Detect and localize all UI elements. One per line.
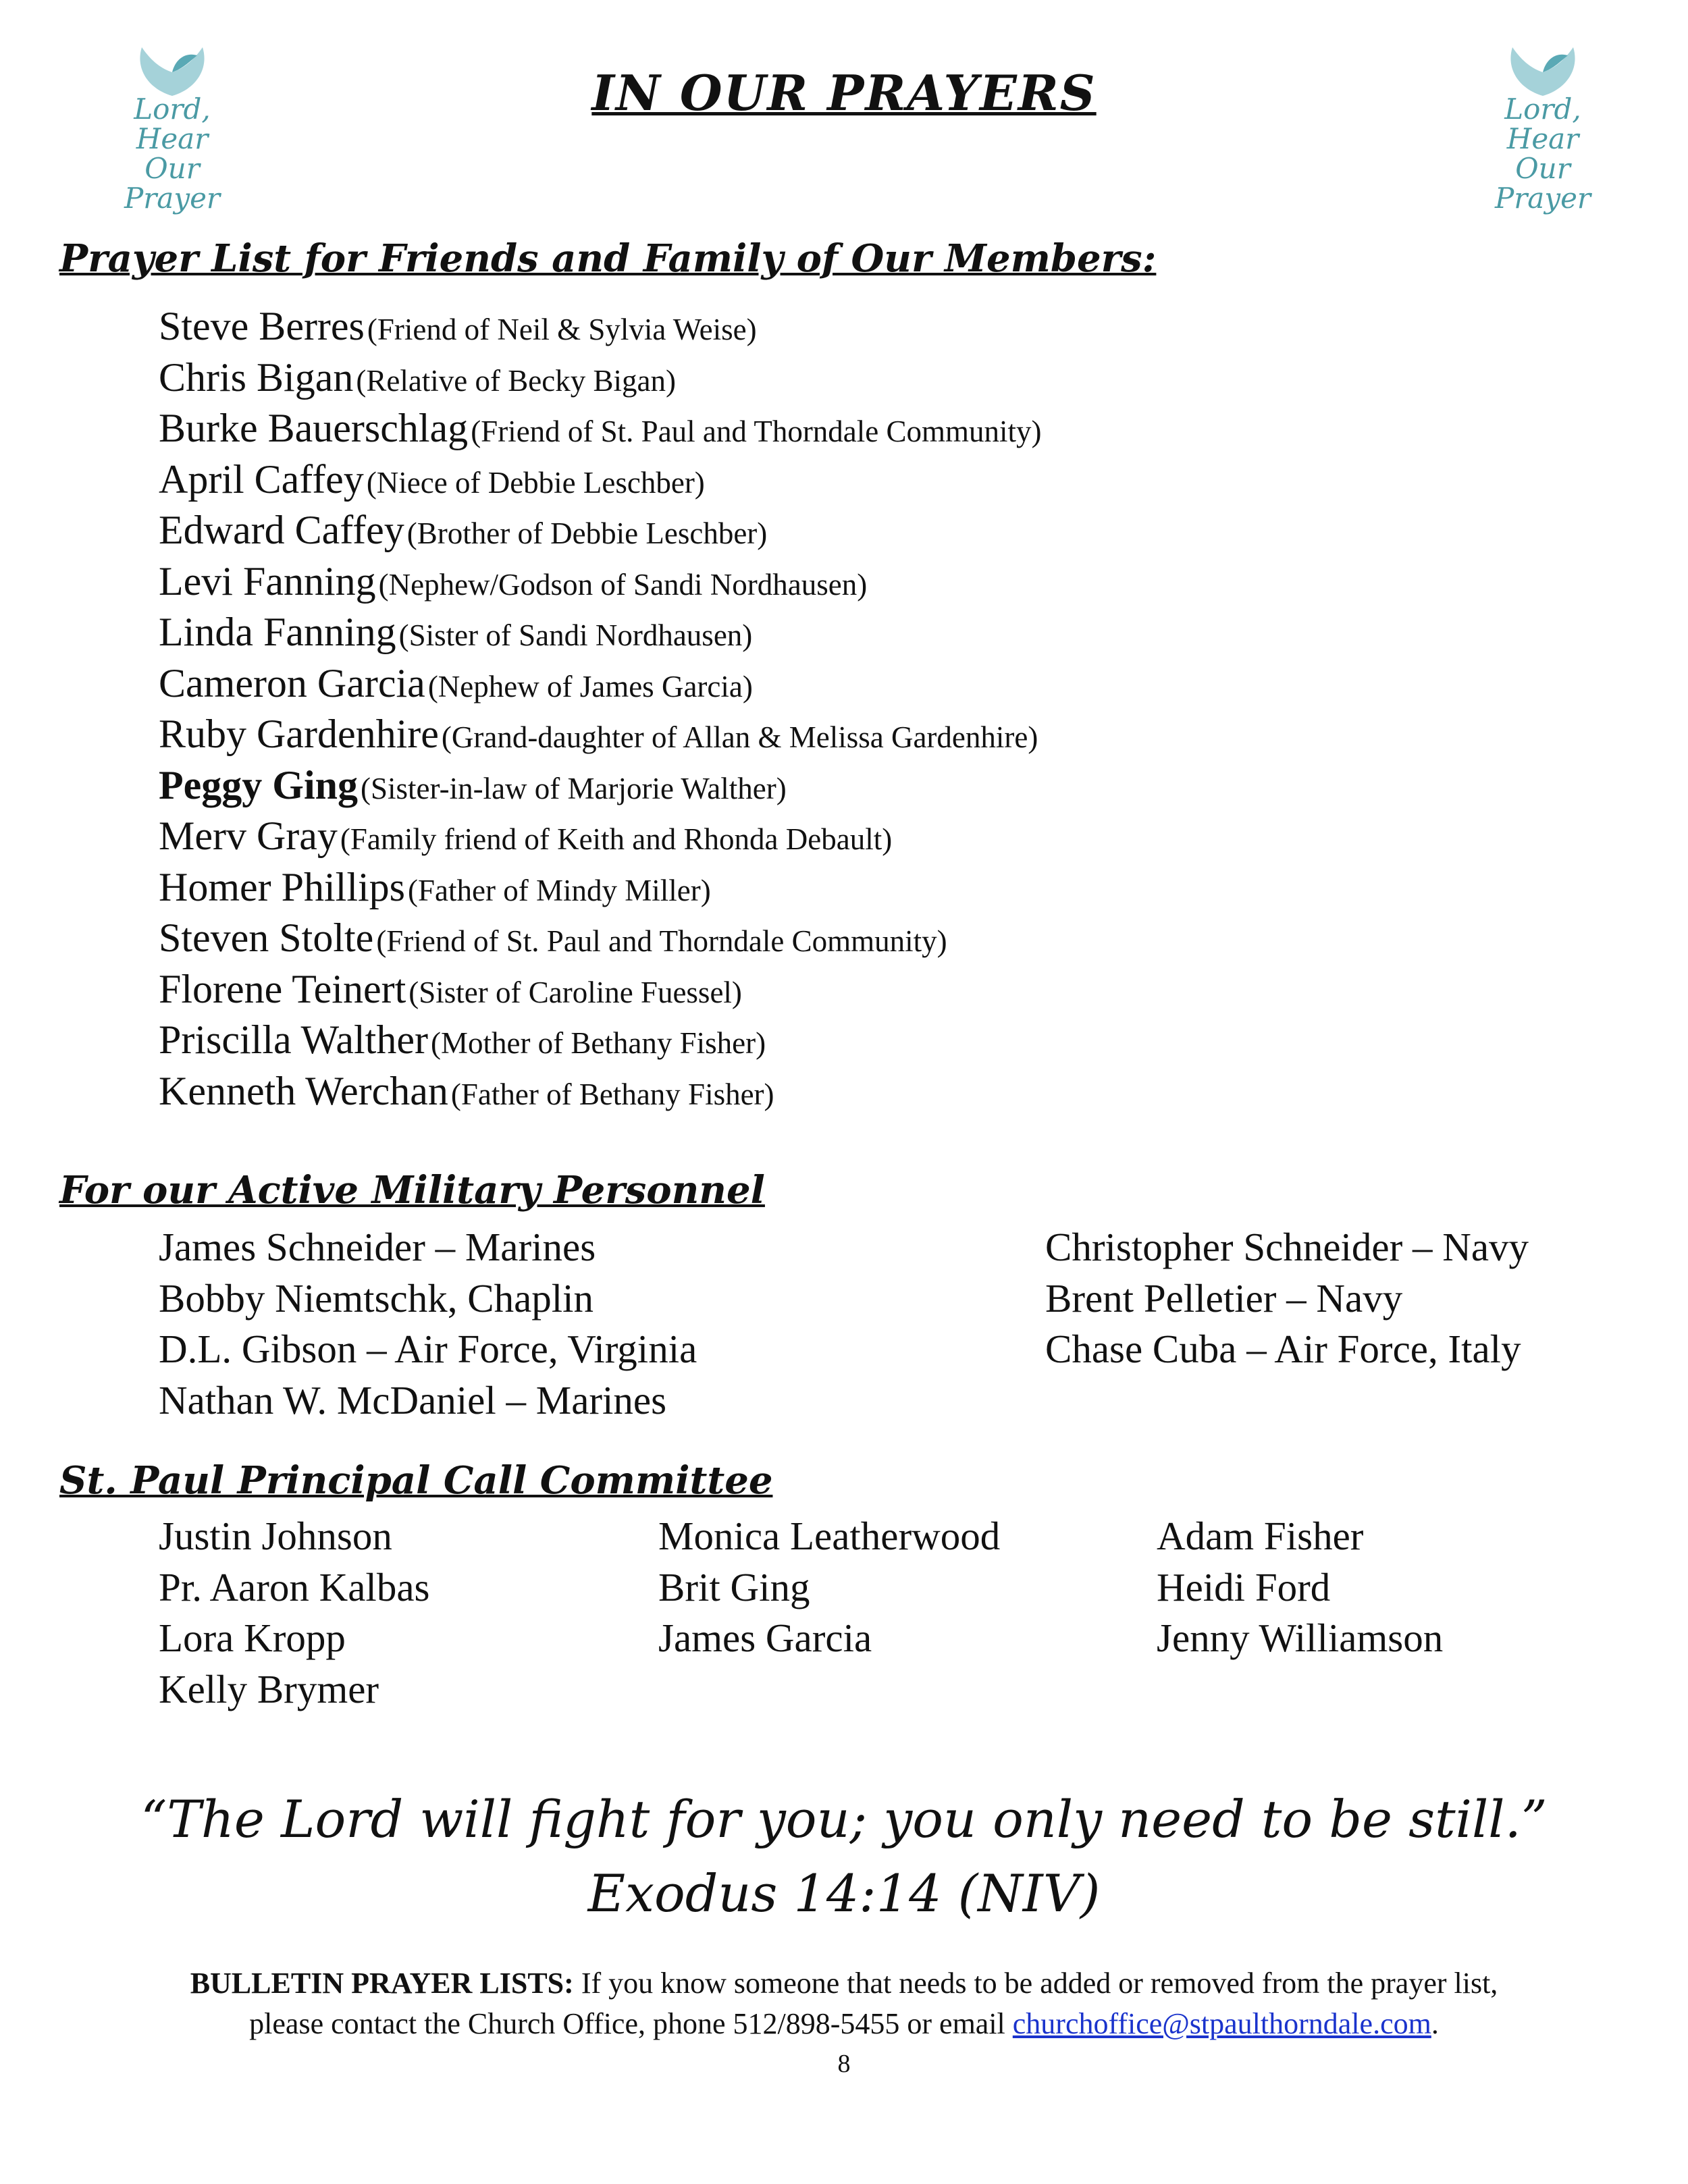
- prayer-relation: (Nephew/Godson of Sandi Nordhausen): [378, 567, 868, 602]
- prayer-list-item: [159, 811, 1577, 862]
- prayer-list-item: [159, 505, 1577, 556]
- committee-heading: St. Paul Principal Call Committee: [59, 1458, 773, 1503]
- prayer-name: Edward Caffey: [159, 508, 404, 552]
- prayer-list-item: [159, 709, 1577, 760]
- quote-reference: Exodus 14:14 (NIV): [587, 1863, 1101, 1923]
- prayer-name: Ruby Gardenhire: [159, 712, 439, 756]
- email-link[interactable]: churchoffice@stpaulthorndale.com: [1012, 2007, 1431, 2040]
- committee-member: Heidi Ford: [1157, 1564, 1331, 1609]
- prayer-list-item: [159, 607, 1577, 658]
- prayer-name: Levi Fanning: [159, 558, 376, 604]
- prayer-name: Steven Stolte: [159, 915, 374, 960]
- prayer-list-item: [159, 556, 1577, 608]
- page-title: IN OUR PRAYERS: [591, 64, 1097, 122]
- military-person: Bobby Niemtschk, Chaplin: [159, 1275, 594, 1321]
- prayer-list-item: [159, 352, 1577, 404]
- logo-text: Lord, Hear Our Prayer: [124, 92, 221, 215]
- prayer-name: Priscilla Walther: [159, 1017, 428, 1062]
- committee-col-1: [159, 1511, 429, 1715]
- prayer-relation: (Sister-in-law of Marjorie Walther): [361, 771, 787, 805]
- prayer-name: Merv Gray: [159, 814, 338, 858]
- committee-member: Brit Ging: [658, 1564, 810, 1609]
- prayer-name: Peggy Ging: [159, 762, 358, 807]
- military-person: James Schneider – Marines: [159, 1225, 596, 1269]
- prayer-name: Cameron Garcia: [159, 660, 425, 705]
- prayer-name: Linda Fanning: [159, 610, 396, 654]
- prayer-name: Chris Bigan: [159, 354, 354, 400]
- prayer-list: [159, 301, 1577, 1117]
- committee-member: Justin Johnson: [159, 1514, 392, 1558]
- prayer-name: Florene Teinert: [159, 966, 406, 1011]
- military-heading: For our Active Military Personnel: [59, 1168, 765, 1213]
- prayer-relation: (Friend of Neil & Sylvia Weise): [367, 313, 757, 346]
- bulletin-note-text-2: please contact the Church Office, phone 512/898-5455 or email: [249, 2007, 1013, 2040]
- bulletin-note-text-1: If you know someone that needs to be added or removed from the prayer list,: [573, 1967, 1498, 2000]
- committee-member: Adam Fisher: [1157, 1514, 1364, 1558]
- prayer-list-item: [159, 760, 1577, 811]
- prayer-relation: (Relative of Becky Bigan): [356, 363, 676, 398]
- military-list-right: [1045, 1222, 1529, 1375]
- prayer-relation: (Friend of St. Paul and Thorndale Community): [376, 924, 947, 958]
- committee-member: Pr. Aaron Kalbas: [159, 1564, 430, 1609]
- prayer-name: Homer Phillips: [159, 864, 406, 909]
- prayer-relation: (Nephew of James Garcia): [427, 669, 753, 703]
- military-person: Chase Cuba – Air Force, Italy: [1045, 1327, 1521, 1371]
- prayer-relation: (Father of Bethany Fisher): [450, 1077, 774, 1111]
- prayer-relation: (Sister of Sandi Nordhausen): [398, 618, 753, 652]
- committee-col-2: [658, 1511, 1000, 1664]
- prayer-relation: (Mother of Bethany Fisher): [430, 1026, 766, 1060]
- prayer-list-item: [159, 403, 1577, 454]
- prayer-relation: (Niece of Debbie Leschber): [366, 465, 705, 500]
- committee-member: James Garcia: [658, 1616, 872, 1660]
- prayer-relation: (Sister of Caroline Fuessel): [408, 975, 742, 1009]
- prayer-relation: (Friend of St. Paul and Thorndale Community): [471, 415, 1042, 448]
- prayer-list-item: [159, 454, 1577, 506]
- bulletin-note-end: .: [1431, 2007, 1439, 2040]
- military-person: D.L. Gibson – Air Force, Virginia: [159, 1327, 697, 1371]
- committee-member: Monica Leatherwood: [658, 1514, 1001, 1558]
- military-list-left: [159, 1222, 697, 1426]
- prayer-name: April Caffey: [159, 456, 364, 502]
- military-person: Nathan W. McDaniel – Marines: [159, 1377, 667, 1422]
- prayer-name: Steve Berres: [159, 304, 365, 348]
- military-person: Brent Pelletier – Navy: [1045, 1275, 1403, 1321]
- prayer-list-item: [159, 913, 1577, 964]
- prayer-list-item: [159, 1015, 1577, 1066]
- prayer-relation: (Grand-daughter of Allan & Melissa Gardenhire): [441, 720, 1038, 754]
- bulletin-note-label: BULLETIN PRAYER LISTS:: [190, 1967, 574, 2000]
- prayer-list-item: [159, 1066, 1577, 1117]
- prayer-name: Kenneth Werchan: [159, 1068, 448, 1113]
- prayer-list-item: [159, 658, 1577, 710]
- prayer-relation: (Brother of Debbie Leschber): [406, 516, 768, 550]
- prayer-list-item: [159, 862, 1577, 913]
- committee-col-3: [1157, 1511, 1443, 1664]
- quote-text: “The Lord will fight for you; you only need to be still.”: [140, 1789, 1548, 1849]
- prayer-name: Burke Bauerschlag: [159, 406, 469, 450]
- prayer-list-item: [159, 301, 1577, 352]
- committee-member: Jenny Williamson: [1157, 1616, 1444, 1660]
- committee-member: Kelly Brymer: [159, 1666, 379, 1711]
- prayer-relation: (Family friend of Keith and Rhonda Debault): [340, 822, 893, 856]
- bulletin-note: [0, 1963, 1688, 2044]
- committee-member: Lora Kropp: [159, 1616, 346, 1660]
- page-number: 8: [837, 2050, 851, 2078]
- scripture-quote: [0, 1782, 1688, 1931]
- prayer-list-item: [159, 964, 1577, 1015]
- logo-text: Lord, Hear Our Prayer: [1494, 92, 1591, 215]
- military-person: Christopher Schneider – Navy: [1045, 1225, 1529, 1269]
- friends-family-heading: Prayer List for Friends and Family of Our Members:: [59, 236, 1157, 281]
- prayer-relation: (Father of Mindy Miller): [408, 873, 711, 907]
